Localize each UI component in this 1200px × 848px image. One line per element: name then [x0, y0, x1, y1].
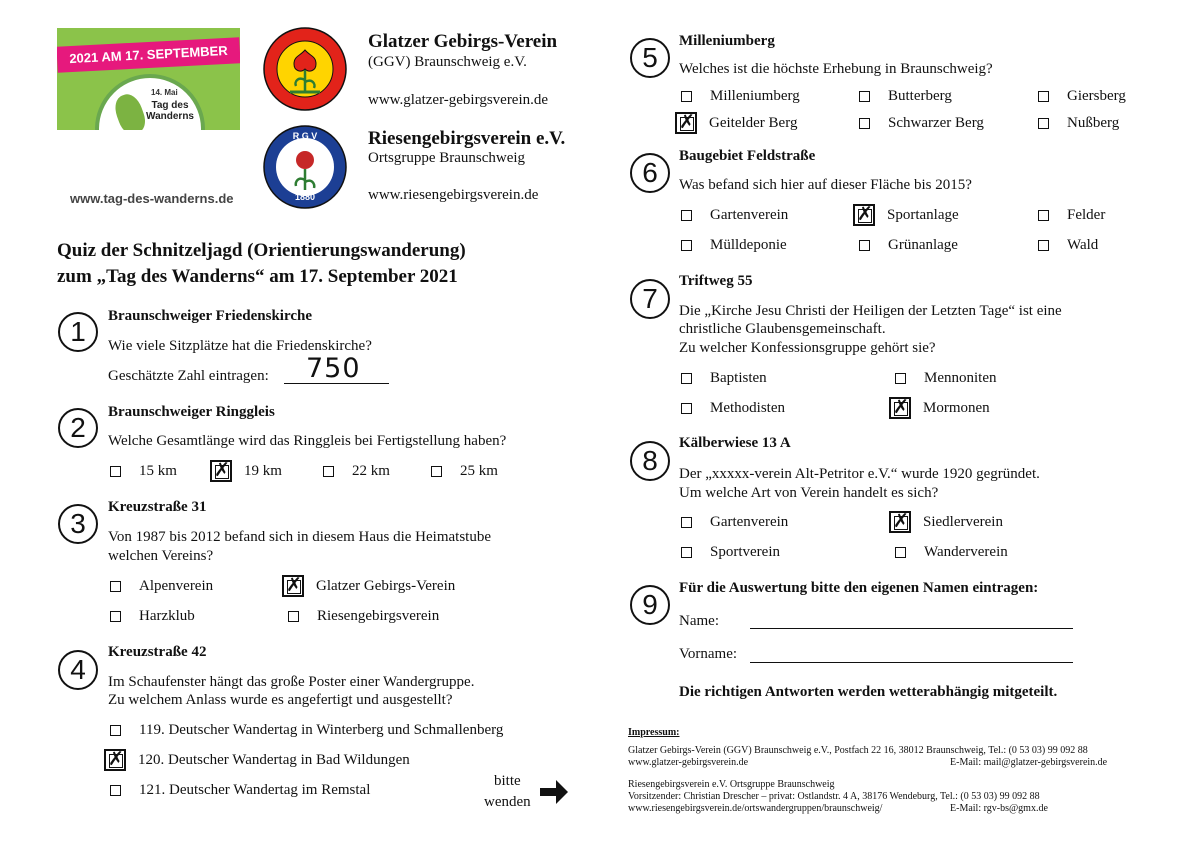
checkbox-checked-icon [675, 112, 697, 134]
checkbox-checked-icon [853, 204, 875, 226]
impressum-line3: Riesengebirgsverein e.V. Ortsgruppe Braunschweig [628, 779, 835, 790]
checkbox-icon [288, 611, 299, 622]
impressum-url1[interactable]: www.glatzer-gebirgsverein.de [628, 757, 749, 768]
checkbox-checked-icon [889, 397, 911, 419]
q3-heading: Kreuzstraße 31 [108, 499, 207, 515]
q5-option-3[interactable]: Giersberg [1038, 88, 1126, 105]
checkbox-checked-icon [889, 511, 911, 533]
q8-text-1: Der „xxxxx-verein Alt-Petritor e.V.“ wurde 1920 gegründet. [679, 466, 1040, 482]
q6-option-5[interactable]: Grünanlage [859, 237, 958, 254]
q1-answer: 750 [306, 353, 361, 384]
impressum-line1: Glatzer Gebirgs-Verein (GGV) Braunschweig e.V., Postfach 22 16, 38012 Braunschweig, Tel.: (0 53 03) 99 092 88 [628, 745, 1088, 756]
checkbox-icon [681, 91, 692, 102]
q6-option-3[interactable]: Felder [1038, 207, 1105, 224]
checkbox-icon [681, 547, 692, 558]
q1-text: Wie viele Sitzplätze hat die Friedenskirche? [108, 338, 372, 354]
q4-text-2: Zu welchem Anlass wurde es angefertigt und ausgestellt? [108, 692, 453, 708]
q7-option-3[interactable]: Methodisten [681, 400, 785, 417]
checkbox-icon [859, 118, 870, 129]
q2-text: Welche Gesamtlänge wird das Ringgleis bei Fertigstellung haben? [108, 433, 507, 449]
question-number-3: 3 [58, 504, 98, 544]
logo-url: www.tag-des-wanderns.de [70, 191, 234, 206]
q6-text: Was befand sich hier auf dieser Fläche bis 2015? [679, 177, 972, 193]
q2-option-1[interactable]: 15 km [110, 463, 177, 480]
q2-option-2[interactable]: ✗ 19 km [216, 460, 282, 482]
checkbox-icon [1038, 210, 1049, 221]
q5-option-2[interactable]: Butterberg [859, 88, 952, 105]
question-number-2: 2 [58, 408, 98, 448]
question-number-8: 8 [630, 441, 670, 481]
name-label: Name: [679, 613, 719, 629]
rgv-seal-top: R G V [292, 131, 318, 141]
q7-heading: Triftweg 55 [679, 273, 753, 289]
q8-option-1[interactable]: Gartenverein [681, 514, 788, 531]
question-number-6: 6 [630, 153, 670, 193]
arrow-right-icon [538, 778, 570, 806]
logo-banner: 2021 AM 17. SEPTEMBER [57, 37, 240, 73]
q9-heading: Für die Auswertung bitte den eigenen Namen eintragen: [679, 580, 1039, 596]
checkbox-icon [323, 466, 334, 477]
quiz-title-line2: zum „Tag des Wanderns“ am 17. September 2021 [57, 266, 458, 287]
q7-text-3: Zu welcher Konfessionsgruppe gehört sie? [679, 340, 936, 356]
question-number-9: 9 [630, 585, 670, 625]
q4-option-3[interactable]: 121. Deutscher Wandertag im Remstal [110, 782, 370, 799]
checkbox-icon [681, 240, 692, 251]
q5-option-4[interactable]: ✗ Geitelder Berg [681, 112, 797, 134]
q2-heading: Braunschweiger Ringgleis [108, 404, 275, 420]
q8-option-2[interactable]: ✗ Siedlerverein [895, 511, 1003, 533]
q4-text-1: Im Schaufenster hängt das große Poster einer Wandergruppe. [108, 674, 475, 690]
q7-option-4[interactable]: ✗ Mormonen [895, 397, 990, 419]
checkbox-icon [110, 611, 121, 622]
checkbox-icon [681, 403, 692, 414]
question-number-7: 7 [630, 279, 670, 319]
q6-heading: Baugebiet Feldstraße [679, 148, 816, 164]
impressum-url2[interactable]: www.riesengebirgsverein.de/ortswandergruppen/braunschweig/ [628, 803, 883, 814]
q7-option-1[interactable]: Baptisten [681, 370, 767, 387]
checkbox-icon [110, 466, 121, 477]
q2-option-4[interactable]: 25 km [431, 463, 498, 480]
logo-title: Tag des Wanderns [146, 100, 194, 122]
checkbox-icon [110, 785, 121, 796]
checkbox-icon [431, 466, 442, 477]
q7-text-1: Die „Kirche Jesu Christi der Heiligen der Letzten Tage“ ist eine [679, 303, 1062, 319]
checkbox-icon [1038, 118, 1049, 129]
q1-input-label: Geschätzte Zahl eintragen: [108, 368, 269, 384]
q3-option-1[interactable]: Alpenverein [110, 578, 213, 595]
q5-heading: Milleniumberg [679, 33, 775, 49]
checkbox-icon [681, 373, 692, 384]
checkbox-icon [895, 373, 906, 384]
q8-option-4[interactable]: Wanderverein [895, 544, 1008, 561]
impressum-email2[interactable]: E-Mail: rgv-bs@gmx.de [950, 803, 1048, 814]
q6-option-6[interactable]: Wald [1038, 237, 1098, 254]
checkbox-icon [1038, 91, 1049, 102]
answers-note: Die richtigen Antworten werden wetterabhängig mitgeteilt. [679, 684, 1058, 700]
q5-option-6[interactable]: Nußberg [1038, 115, 1119, 132]
ggv-seal [262, 26, 348, 112]
vorname-field[interactable] [750, 662, 1073, 663]
turn-over-line2: wenden [484, 794, 531, 810]
checkbox-icon [859, 240, 870, 251]
impressum-line4: Vorsitzender: Christian Drescher – privat: Ostlandstr. 4 A, 38176 Wendeburg, Tel.: (0 53 03) 99 092 88 [628, 791, 1040, 802]
q6-option-4[interactable]: Mülldeponie [681, 237, 787, 254]
q8-option-3[interactable]: Sportverein [681, 544, 780, 561]
checkbox-icon [681, 210, 692, 221]
q4-option-1[interactable]: 119. Deutscher Wandertag in Winterberg und Schmallenberg [110, 722, 503, 739]
turn-over-line1: bitte [494, 773, 521, 789]
impressum-title: Impressum: [628, 727, 680, 738]
vorname-label: Vorname: [679, 646, 738, 662]
q5-text: Welches ist die höchste Erhebung in Braunschweig? [679, 61, 993, 77]
checkbox-icon [859, 91, 870, 102]
checkbox-icon [110, 581, 121, 592]
q5-option-1[interactable]: Milleniumberg [681, 88, 800, 105]
checkbox-checked-icon [210, 460, 232, 482]
q3-option-2[interactable]: ✗ Glatzer Gebirgs-Verein [288, 575, 455, 597]
q8-heading: Kälberwiese 13 A [679, 435, 791, 451]
q3-text-1: Von 1987 bis 2012 befand sich in diesem Haus die Heimatstube [108, 529, 491, 545]
checkbox-icon [1038, 240, 1049, 251]
org1-name: Glatzer Gebirgs-Verein [368, 31, 558, 52]
q1-heading: Braunschweiger Friedenskirche [108, 308, 313, 324]
q7-option-2[interactable]: Mennoniten [895, 370, 997, 387]
org1-sub: (GGV) Braunschweig e.V. [368, 54, 527, 70]
rgv-seal-year: 1880 [294, 192, 316, 202]
question-number-4: 4 [58, 650, 98, 690]
q6-option-1[interactable]: Gartenverein [681, 207, 788, 224]
question-number-5: 5 [630, 38, 670, 78]
q6-option-2[interactable]: ✗ Sportanlage [859, 204, 959, 226]
question-number-1: 1 [58, 312, 98, 352]
checkbox-icon [110, 725, 121, 736]
q7-text-2: christliche Glaubensgemeinschaft. [679, 321, 886, 337]
impressum-email1[interactable]: E-Mail: mail@glatzer-gebirgsverein.de [950, 757, 1108, 768]
org2-sub: Ortsgruppe Braunschweig [368, 150, 526, 166]
checkbox-checked-icon [282, 575, 304, 597]
q2-option-3[interactable]: 22 km [323, 463, 390, 480]
checkbox-checked-icon [104, 749, 126, 771]
q3-text-2: welchen Vereins? [108, 548, 214, 564]
q8-text-2: Um welche Art von Verein handelt es sich? [679, 485, 939, 501]
q5-option-5[interactable]: Schwarzer Berg [859, 115, 984, 132]
q3-option-3[interactable]: Harzklub [110, 608, 195, 625]
q4-heading: Kreuzstraße 42 [108, 644, 207, 660]
name-field[interactable] [750, 628, 1073, 629]
org2-name: Riesengebirgsverein e.V. [368, 128, 566, 149]
checkbox-icon [895, 547, 906, 558]
q3-option-4[interactable]: Riesengebirgsverein [288, 608, 439, 625]
tag-des-wanderns-logo [57, 28, 240, 130]
quiz-title-line1: Quiz der Schnitzeljagd (Orientierungswanderung) [57, 240, 466, 261]
q4-option-2[interactable]: ✗ 120. Deutscher Wandertag in Bad Wildungen [110, 749, 410, 771]
org2-url[interactable]: www.riesengebirgsverein.de [368, 187, 539, 203]
checkbox-icon [681, 517, 692, 528]
logo-date: 14. Mai [151, 88, 178, 97]
org1-url[interactable]: www.glatzer-gebirgsverein.de [368, 92, 549, 108]
